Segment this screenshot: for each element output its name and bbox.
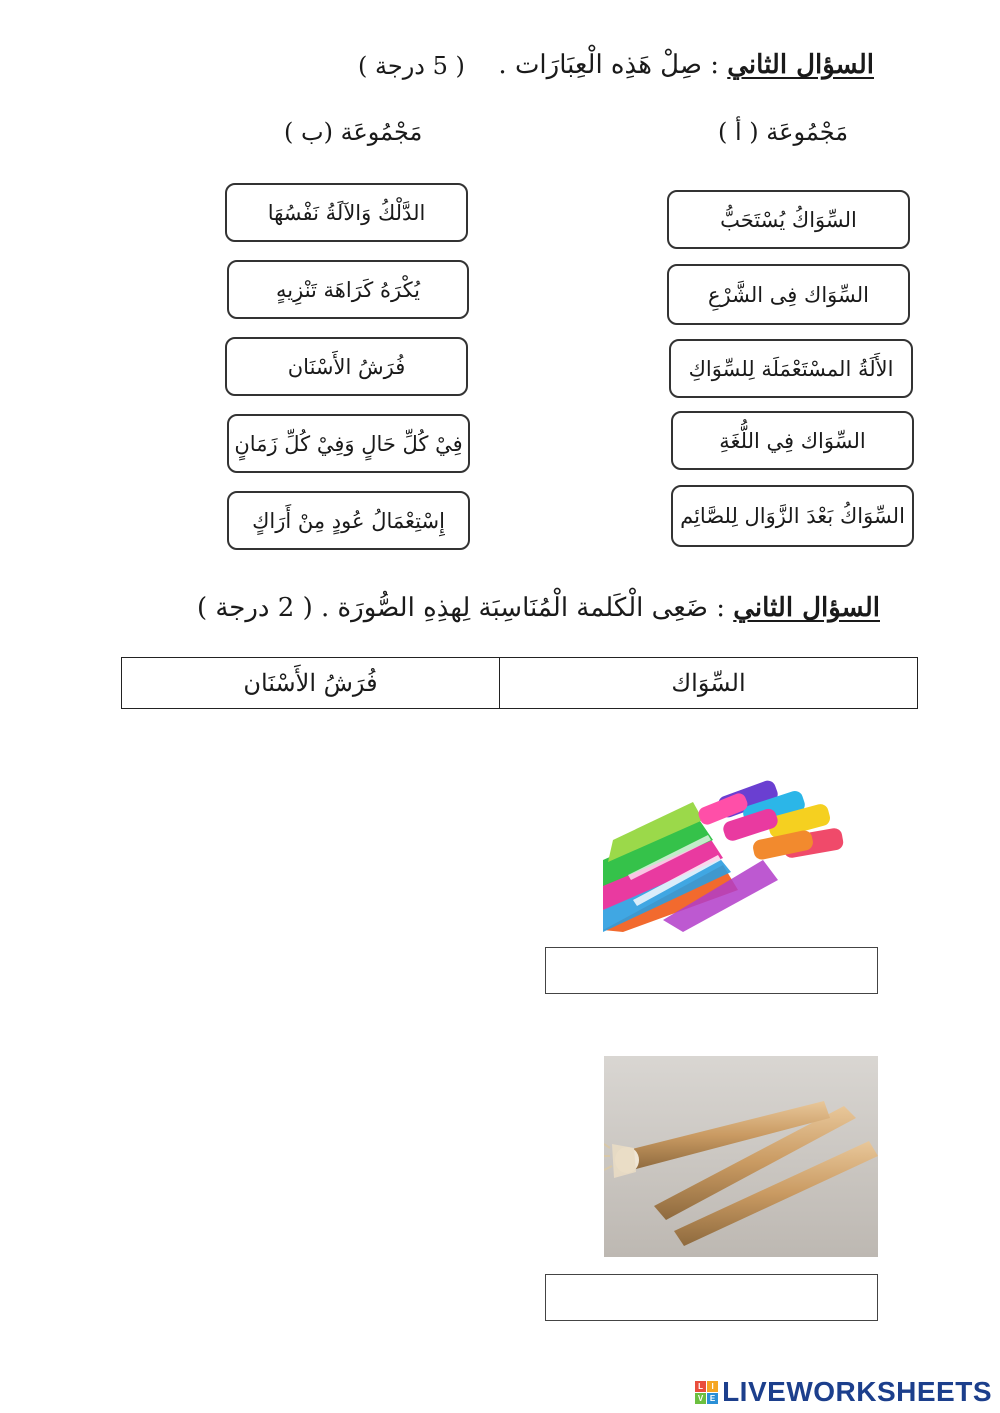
group-a-title: مَجْمُوعَة ( أ ) (718, 118, 849, 146)
group-a-item-2[interactable]: السِّوَاك فِى الشَّرْعِ (667, 264, 910, 325)
logo-letter-v: V (695, 1393, 706, 1404)
group-a-item-1[interactable]: السِّوَاكُ يُسْتَحَبُّ (667, 190, 910, 249)
toothbrushes-illustration (603, 780, 853, 932)
answer-box-1[interactable] (545, 947, 878, 994)
miswak-illustration (604, 1056, 878, 1257)
word-bank-table (121, 657, 918, 709)
group-b-title: مَجْمُوعَة (ب ) (284, 118, 423, 146)
question-1-points: ( 5 درجة ) (358, 52, 465, 80)
word-bank-toothbrush: فُرَشُ الأَسْنَان (122, 658, 500, 708)
liveworksheets-logo-icon (695, 1381, 718, 1404)
logo-letter-i: I (707, 1381, 718, 1392)
question-2-title (197, 593, 880, 623)
logo-letter-e: E (707, 1393, 718, 1404)
miswak-image (604, 1056, 878, 1257)
group-b-item-3[interactable]: فُرَشُ الأَسْنَان (225, 337, 468, 396)
question-1-title (498, 50, 874, 80)
group-b-item-1[interactable]: الدَّلْكُ وَالآلَةُ نَفْسُهَا (225, 183, 468, 242)
word-bank-miswak: السِّوَاك (671, 669, 746, 697)
answer-box-2[interactable] (545, 1274, 878, 1321)
group-b-item-5[interactable]: إِسْتِعْمَالُ عُودٍ مِنْ أَرَاكٍ (227, 491, 470, 550)
liveworksheets-wordmark: LIVEWORKSHEETS (722, 1376, 992, 1407)
group-b-item-4[interactable]: فِيْ كُلِّ حَالٍ وَفِيْ كُلِّ زَمَانٍ (227, 414, 470, 473)
toothbrushes-image (603, 780, 853, 932)
logo-letter-l: L (695, 1381, 706, 1392)
group-a-item-5[interactable]: السِّوَاكُ بَعْدَ الزَّوَال لِلصَّائِم (671, 485, 914, 547)
group-b-item-2[interactable]: يُكْرَهُ كَرَاهَة تَنْزِيهٍ (227, 260, 469, 319)
question-2-label: السؤال الثاني (733, 593, 880, 623)
question-1-instruction: : صِلْ هَذِه الْعِبَارَات . (498, 50, 719, 80)
liveworksheets-brand (695, 1376, 992, 1408)
group-a-item-3[interactable]: الأَلَةُ المسْتَعْمَلَة لِلسِّوَاكِ (669, 339, 913, 398)
group-a-item-4[interactable]: السِّوَاك فِي اللُّغَةِ (671, 411, 914, 470)
question-1-label: السؤال الثاني (727, 50, 874, 80)
question-2-instruction: : ضَعِى الْكَلمة الْمُنَاسِبَة لِهذِهِ الصُّورَة . ( 2 درجة ) (196, 593, 725, 623)
